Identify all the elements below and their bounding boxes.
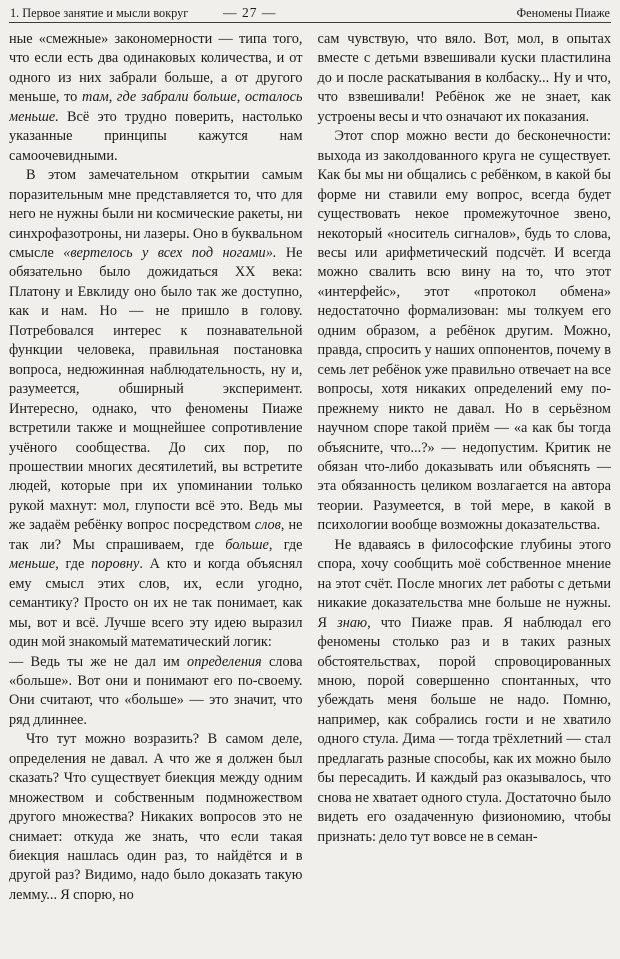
text-segment: , где — [55, 556, 92, 573]
text-segment: В этом замечательном открытии самым поразительным мне представляется то, что для него не нужны были ни космические ракеты, ни синхрофазотроны, ни лазеры. Оно в буквальном смысле — [9, 167, 303, 261]
text-segment: Всё это трудно поверить, настолько указанные принципы кажутся нам самоочевидными. — [9, 108, 303, 164]
text-segment: Что тут можно возразить? В самом деле, определения не давал. А что же я должен был сказать? Что существует биекция между одним множеством и собственным подмножеством другого множества? Никаких вопросов это не снимает: откуда же знать, что если такая биекция нашлась один раз, то найдётся и в другой раз? Видимо, надо было доказать такую лемму... Я спорю, но — [9, 731, 303, 903]
text-segment: там, где забрали больше, осталось меньше. — [9, 89, 303, 125]
text-segment: . А кто и когда объяснял ему смысл этих слов, их, если угодно, семантику? Просто он их не так понимает, как мы, вот и всё. Лучше всего эту идею выразил один мой знакомый математический логик: — [9, 556, 303, 651]
text-segment: сам чувствую, что вяло. Вот, мол, в опытах вместе с детьми взвешивали куски пластилина до и после раскатывания в колбаску... Ну и что, что взвешивали! Ребёнок же не знает, как устроены весы и что означают их показания. — [317, 31, 611, 125]
page-number: — 27 — — [223, 5, 277, 20]
text-segment: знаю — [337, 614, 368, 631]
text-segment: «вертелось у всех под ногами». — [63, 244, 277, 261]
paragraph — [318, 536, 612, 847]
text-segment: поровну — [91, 556, 140, 573]
running-title-right: Феномены Пиаже — [516, 6, 610, 20]
text-segment: , не так ли? Мы спрашиваем, где — [9, 517, 303, 553]
text-segment: ные «смежные» закономерности — типа того, что если есть два одинаковых количества, и от одного из них забрали больше, а от другого меньше, то — [9, 31, 303, 106]
paragraph — [318, 30, 612, 127]
paragraph — [9, 30, 303, 166]
text-segment: , где — [268, 536, 303, 553]
text-segment: , что Пиаже прав. Я наблюдал его феномены столько раз и в таких разных обстоятельствах, порой спровоцированных мною, порой совершенно спонтанных, что убеждать меня больше не надо. Помню, например, как собрались гости и не хватило одного стула. Дима — тогда трёхлетний — стал предлагать разные способы, как их можно было бы пересадить. И каждый раз оказывалось, что снова не хватает одного стула. Достаточно было видеть его озадаченную физиономию, чтобы признать: дело тут вовсе не в семан- — [317, 614, 611, 845]
paragraph — [9, 653, 303, 731]
text-segment: — Ведь ты же не дал им — [9, 653, 188, 670]
text-segment: меньше — [9, 556, 56, 573]
running-title-left: 1. Первое занятие и мысли вокруг — [10, 6, 189, 20]
text-segment: определения — [187, 653, 262, 670]
left-column — [9, 30, 303, 954]
right-column — [318, 30, 612, 954]
paragraph — [9, 730, 303, 905]
text-segment: больше — [225, 536, 269, 553]
page-header — [9, 5, 611, 23]
text-segment: Этот спор можно вести до бесконечности: выхода из заколдованного круга не существует. Как бы мы ни общались с ребёнком, в какой бы форме ни ставили ему вопрос, всегда будет существовать некое промежуточное звено, некоторый «носитель сигналов», будь то слова, весы или арифметический подсчёт. И всегда можно свалить всю вину на то, что этот «интерфейс», этот «протокол обмена» недостаточно формализован: мы толкуем его одним образом, а ребёнок другим. Можно, правда, спросить у наших оппонентов, почему в семь лет ребёнок уже правильно отвечает на все вопросы, хотя никаких определений ему по-прежнему никто не давал. Но в серьёзном научном споре такой приём — «а как бы тогда объясните, что...?» — недопустим. Критик не обязан что-либо доказывать или объяснять — эта обязанность целиком возлагается на автора теории. Разумеется, в той мере, в какой в психологии вообще возможны доказательства. — [317, 128, 611, 534]
paragraph — [9, 166, 303, 652]
text-segment: слов — [254, 517, 281, 534]
text-segment: слова «больше». Вот они и понимают его по-своему. Они считают, что «больше» — это значит, что ряд длиннее. — [9, 653, 303, 728]
text-segment: Не вдаваясь в философские глубины этого спора, хочу сообщить моё собственное мнение на этот счёт. После многих лет работы с детьми никакие доказательства мне больше не нужны. Я — [317, 536, 611, 631]
paragraph — [318, 127, 612, 536]
text-columns — [9, 30, 611, 954]
text-segment: Не обязательно было дожидаться XX века: Платону и Евклиду оно было так же доступно, как и нам. Но — не пришло в голову. Потребовался интерес к познавательной функции человека, правильная постановка вопроса, недюжинная наблюдательность, ну и, разумеется, обширный эксперимент. Интересно, однако, что феномены Пиаже встретили также и мощнейшее сопротивление учёного сообщества. До сих пор, по прошествии многих десятилетий, вы встретите людей, которые при их упоминании только рукой махнут: мол, глупости всё это. Ведь мы же задаём ребёнку вопрос посредством — [9, 244, 303, 534]
